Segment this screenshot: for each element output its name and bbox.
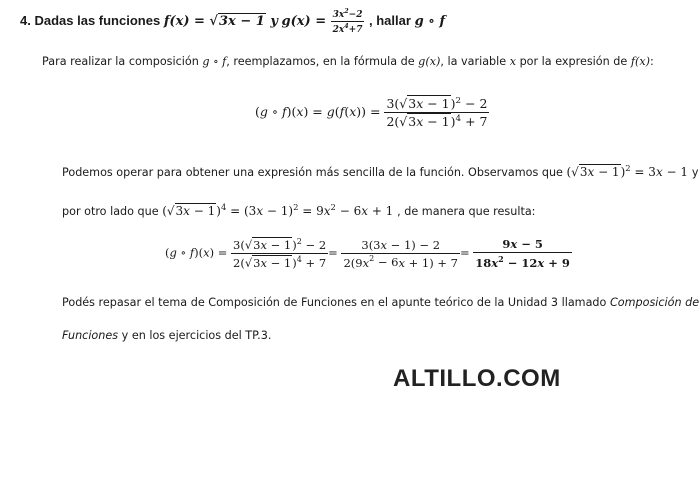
heading-composition: g ∘ f [414, 14, 446, 29]
paragraph-3-line-2 [62, 329, 271, 342]
equation-2-fraction-3: $\frac{9x - 5}{18x^2 - 12x + 9}$ [475, 237, 570, 270]
f-definition: f(x) = √3x − 1 [163, 14, 265, 29]
p2-line2-text-a: por otro lado que [62, 205, 159, 218]
g-definition: g(x) = $\frac{3x^2-2}{2x^4+7}$ [281, 8, 363, 35]
p1-math-d: f(x) [630, 55, 651, 68]
exercise-heading [20, 8, 445, 35]
p1-text-a: Para realizar la composición [42, 55, 199, 68]
p2-line1-text: Podemos operar para obtener una expresión más sencilla de la función. Observamos que [62, 166, 563, 179]
equation-2: (g ∘ f)(x) = $\frac{3(√3x - 1)^2 - 2}{2(√3x - 1)^4 + 7}$ = $\frac{3(3x - 1) - 2}{2(9x^2 - 6x + 1) + 7}$ = $\frac{9x - 5}{18x^2 - 12x + 9}$ [165, 237, 570, 270]
p3-line2-italic: Funciones [62, 329, 119, 342]
equation-1-fraction: $\frac{3(√3x - 1)^2 - 2}{2(√3x - 1)^4 + 7}$ [386, 96, 488, 130]
paragraph-1 [42, 55, 654, 68]
p2-line1-math: $(√3x - 1)^2 = 3x - 1$ [566, 163, 689, 179]
p1-math-c: x [509, 55, 517, 68]
p2-line2-math: $(√3x - 1)^4 = (3x - 1)^2 = 9x^2 - 6x + 1$ [162, 202, 394, 218]
heading-connector: y [270, 14, 278, 29]
equation-2-fraction-2: $\frac{3(3x - 1) - 2}{2(9x^2 - 6x + 1) + 7}$ [343, 237, 458, 270]
paragraph-2-line-2 [62, 202, 535, 218]
exercise-number: 4. [20, 13, 31, 28]
equation-2-fraction-1: $\frac{3(√3x - 1)^2 - 2}{2(√3x - 1)^4 + 7}$ [233, 237, 327, 270]
p1-text-c: , la variable [440, 55, 507, 68]
heading-text: Dadas las funciones [34, 13, 161, 28]
heading-text-after: , hallar [369, 13, 411, 28]
p1-text-d: por la expresión de [519, 55, 628, 68]
paragraph-3-line-1 [62, 296, 699, 309]
p1-math-b: g(x) [418, 55, 441, 68]
p2-line2-text-b: , de manera que resulta: [397, 205, 536, 218]
p3-line1-text: Podés repasar el tema de Composición de Funciones en el apunte teórico de la Unidad 3 llamado [62, 296, 607, 309]
paragraph-2-line-1 [62, 163, 699, 179]
altillo-watermark: ALTILLO.COM [393, 365, 561, 392]
p3-line2-text: y en los ejercicios del TP.3. [121, 329, 272, 342]
p1-text-b: , reemplazamos, en la fórmula de [226, 55, 415, 68]
equation-1: (g ∘ f)(x) = g(f(x)) = $\frac{3(√3x - 1)^2 - 2}{2(√3x - 1)^4 + 7}$ [255, 96, 488, 130]
p2-line1-end: y [691, 166, 699, 179]
p3-line1-italic: Composición de [609, 296, 700, 309]
p1-text-e: : [650, 55, 654, 68]
p1-math-a: g ∘ f [202, 55, 227, 68]
